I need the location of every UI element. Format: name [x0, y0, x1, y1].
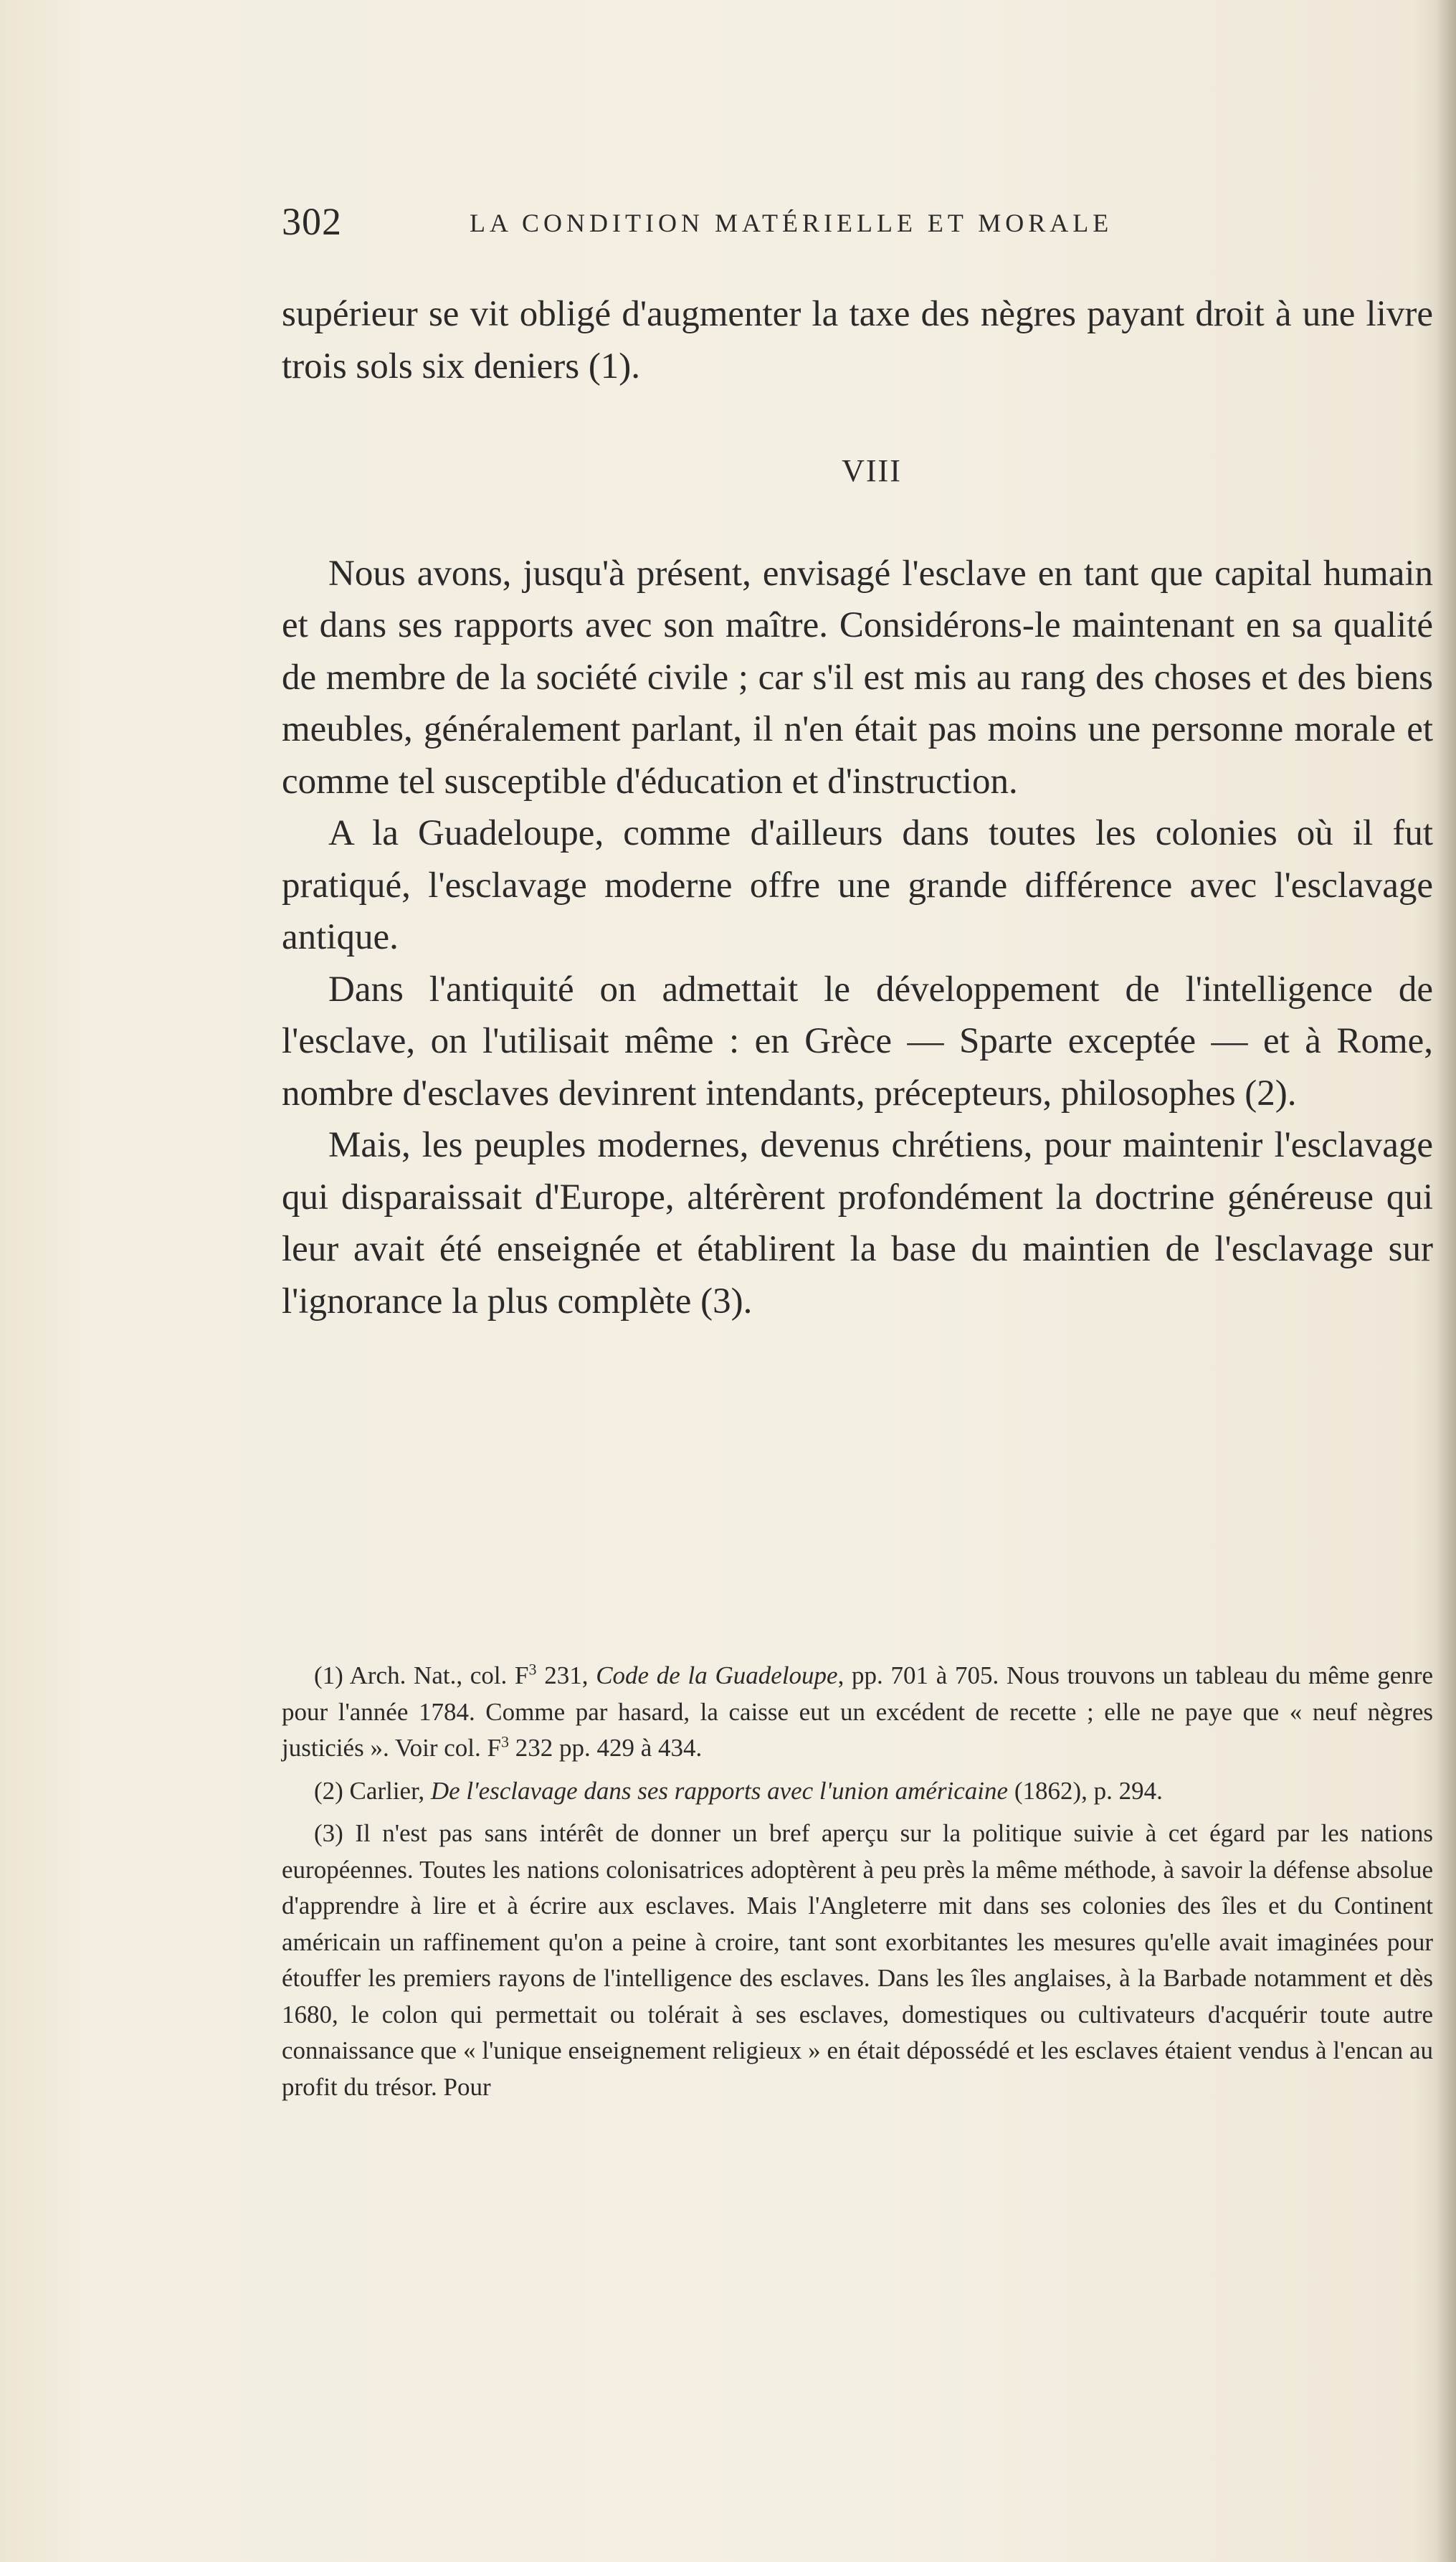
- footnote-1-title: Code de la Guadeloupe: [596, 1661, 838, 1689]
- continuation-paragraph: supérieur se vit obligé d'augmenter la taxe des nègres payant droit à une livre trois sols six deniers (1).: [282, 294, 1433, 386]
- footnote-1-text-b: 231,: [536, 1661, 596, 1689]
- paragraph-4: Mais, les peuples modernes, devenus chrétiens, pour maintenir l'esclavage qui disparaissait d'Europe, altérèrent profondément la doctrine généreuse qui leur avait été enseignée et établirent la base du maintien de l'esclavage sur l'ignorance la plus complète (3).: [282, 1125, 1433, 1322]
- footnote-2-title: De l'esclavage dans ses rapports avec l'union américaine: [430, 1776, 1009, 1805]
- page-edge-shadow: [1436, 0, 1456, 2562]
- footnote-3: (3) Il n'est pas sans intérêt de donner un bref aperçu sur la politique suivie à cet égard par les nations européennes. Toutes les nations colonisatrices adoptèrent à peu près la même méthode, à savoir la défense absolue d'apprendre à lire et à écrire aux esclaves. Mais l'Angleterre mit dans ses colonies des îles et du Continent américain un raffinement qu'on a peine à croire, tant sont exorbitantes les mesures qu'elle avait imaginées pour étouffer les premiers rayons de l'intelligence des esclaves. Dans les îles anglaises, à la Barbade notamment et dès 1680, le colon qui permettait ou tolérait à ses esclaves, domestiques ou cultivateurs d'acquérir toute autre connaissance que « l'unique enseignement religieux » en était dépossédé et les esclaves étaient vendus à l'encan au profit du trésor. Pour: [282, 1819, 1433, 2101]
- footnote-1-superscript-b: 3: [500, 1732, 509, 1751]
- footnote-2: [282, 1773, 1433, 1810]
- footnote-1-text-c: , pp. 701 à 705. Nous trouvons un tableau du même genre pour l'année 1784. Comme par hasard, la caisse eut un excédent de recette ; elle ne paye que « neuf nègres justiciés ». Voir col. F: [282, 1661, 1433, 1762]
- footnote-2-text-b: (1862), p. 294.: [1008, 1776, 1163, 1805]
- paragraph-3: Dans l'antiquité on admettait le développement de l'intelligence de l'esclave, on l'utilisait même : en Grèce — Sparte exceptée — et à Rome, nombre d'esclaves devinrent intendants, précepteurs, philosophes (2).: [282, 969, 1433, 1114]
- paragraph-2: A la Guadeloupe, comme d'ailleurs dans toutes les colonies où il fut pratiqué, l'esclavage moderne offre une grande différence avec l'esclavage antique.: [282, 813, 1433, 957]
- footnote-2-text-a: (2) Carlier,: [314, 1776, 431, 1805]
- running-title: LA CONDITION MATÉRIELLE ET MORALE: [470, 209, 1113, 237]
- footnote-1-text-a: (1) Arch. Nat., col. F: [314, 1661, 529, 1689]
- main-text: [282, 288, 1433, 1327]
- paragraph-1: Nous avons, jusqu'à présent, envisagé l'esclave en tant que capital humain et dans ses rapports avec son maître. Considérons-le maintenant en sa qualité de membre de la société civile ; car s'il est mis au rang des choses et des biens meubles, généralement parlant, il n'en était pas moins une personne morale et comme tel susceptible d'éducation et d'instruction.: [282, 553, 1433, 802]
- page-number: 302: [282, 200, 342, 243]
- footnote-1-superscript-a: 3: [528, 1660, 537, 1679]
- running-head: [282, 199, 1433, 242]
- section-heading: VIII: [842, 453, 902, 488]
- footnotes: [282, 1658, 1433, 2112]
- footnote-1: [282, 1658, 1433, 1767]
- footnote-1-text-d: 232 pp. 429 à 434.: [508, 1734, 703, 1762]
